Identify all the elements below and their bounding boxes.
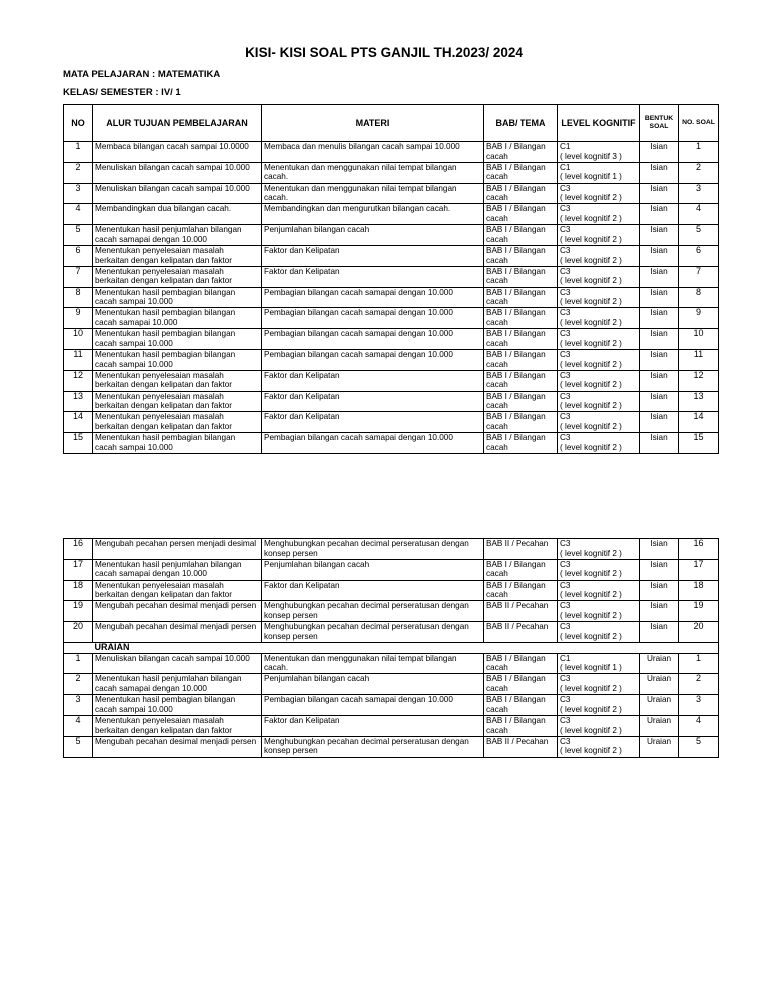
cell-level: C3 ( level kognitif 2 ) [558,715,640,736]
cell-materi: Menentukan dan menggunakan nilai tempat bilangan cacah. [262,653,484,674]
header-bentuk: BENTUK SOAL [640,105,679,142]
cell-level: C3 ( level kognitif 2 ) [558,225,640,246]
cell-level: C1 ( level kognitif 3 ) [558,142,640,163]
cell-bentuk: Isian [640,433,679,454]
cell-alur: Menentukan penyelesaian masalah berkaitan dengan kelipatan dan faktor [93,412,262,433]
cell-no-soal: 20 [679,622,719,643]
cell-materi: Penjumlahan bilangan cacah [262,674,484,695]
cell-bentuk: Uraian [640,674,679,695]
cell-bentuk: Uraian [640,653,679,674]
cell-bentuk: Isian [640,559,679,580]
kisi-table-page-2 [63,538,719,758]
section-row-uraian [64,642,719,653]
cell-bab: BAB I / Bilangan cacah [484,370,558,391]
cell-bentuk: Isian [640,412,679,433]
table-row [64,736,719,757]
cell-materi: Pembagian bilangan cacah samapai dengan 10.000 [262,349,484,370]
cell-bentuk: Isian [640,370,679,391]
cell-alur: Menentukan hasil penjumlahan bilangan cacah samapai dengan 10.000 [93,559,262,580]
cell-alur: Menentukan penyelesaian masalah berkaitan dengan kelipatan dan faktor [93,715,262,736]
cell-no-soal: 10 [679,329,719,350]
table-row [64,162,719,183]
cell-no-soal: 1 [679,653,719,674]
cell-no: 6 [64,245,93,266]
cell-no-soal: 15 [679,433,719,454]
table-row [64,433,719,454]
cell-alur: Mengubah pecahan desimal menjadi persen [93,736,262,757]
cell-level: C1 ( level kognitif 1 ) [558,653,640,674]
cell-bab: BAB I / Bilangan cacah [484,204,558,225]
cell-no: 15 [64,433,93,454]
cell-bentuk: Isian [640,225,679,246]
cell-bab: BAB I / Bilangan cacah [484,391,558,412]
cell-level: C3 ( level kognitif 2 ) [558,329,640,350]
table-row [64,622,719,643]
cell-bab: BAB I / Bilangan cacah [484,142,558,163]
cell-no-soal: 3 [679,695,719,716]
cell-materi: Faktor dan Kelipatan [262,391,484,412]
cell-level: C3 ( level kognitif 2 ) [558,412,640,433]
cell-alur: Membandingkan dua bilangan cacah. [93,204,262,225]
cell-level: C3 ( level kognitif 2 ) [558,370,640,391]
table-row [64,412,719,433]
cell-materi: Menghubungkan pecahan decimal perseratusan dengan konsep persen [262,539,484,560]
cell-no: 18 [64,580,93,601]
table-row [64,287,719,308]
cell-level: C3 ( level kognitif 2 ) [558,245,640,266]
cell-no-soal: 4 [679,715,719,736]
cell-bentuk: Isian [640,580,679,601]
cell-alur: Menentukan penyelesaian masalah berkaitan dengan kelipatan dan faktor [93,245,262,266]
table-row [64,653,719,674]
table-row [64,308,719,329]
cell-materi: Faktor dan Kelipatan [262,266,484,287]
cell-no: 13 [64,391,93,412]
cell-no-soal: 9 [679,308,719,329]
cell-no: 10 [64,329,93,350]
cell-materi: Faktor dan Kelipatan [262,715,484,736]
cell-materi: Pembagian bilangan cacah samapai dengan 10.000 [262,287,484,308]
cell-alur: Menentukan hasil pembagian bilangan cacah samapai 10.000 [93,308,262,329]
mata-pelajaran: MATA PELAJARAN : MATEMATIKA [63,69,221,80]
cell-no-soal: 4 [679,204,719,225]
cell-bab: BAB II / Pecahan [484,736,558,757]
cell-level: C3 ( level kognitif 2 ) [558,601,640,622]
cell-level: C3 ( level kognitif 2 ) [558,308,640,329]
cell-bentuk: Uraian [640,736,679,757]
cell-no: 20 [64,622,93,643]
cell-bab: BAB I / Bilangan cacah [484,287,558,308]
cell-bab: BAB II / Pecahan [484,601,558,622]
table-row [64,225,719,246]
cell-no: 9 [64,308,93,329]
cell-no: 4 [64,204,93,225]
cell-bab: BAB I / Bilangan cacah [484,329,558,350]
cell-bab: BAB I / Bilangan cacah [484,695,558,716]
table-row [64,183,719,204]
cell-materi: Pembagian bilangan cacah samapai dengan 10.000 [262,433,484,454]
cell-bentuk: Isian [640,349,679,370]
table-row [64,674,719,695]
table-row [64,266,719,287]
cell-bab: BAB I / Bilangan cacah [484,580,558,601]
cell-level: C3 ( level kognitif 2 ) [558,204,640,225]
cell-materi: Penjumlahan bilangan cacah [262,559,484,580]
table-row [64,142,719,163]
table-row [64,559,719,580]
table-body-page-1 [64,142,719,454]
cell-no: 1 [64,653,93,674]
cell-bab: BAB I / Bilangan cacah [484,715,558,736]
cell-bentuk: Isian [640,287,679,308]
cell-no-soal: 17 [679,559,719,580]
cell-no: 14 [64,412,93,433]
cell-materi: Membaca dan menulis bilangan cacah sampai 10.000 [262,142,484,163]
cell-alur: Mengubah pecahan persen menjadi desimal [93,539,262,560]
cell-no-soal: 8 [679,287,719,308]
cell-materi: Faktor dan Kelipatan [262,580,484,601]
header-no: NO [64,105,93,142]
cell-level: C3 ( level kognitif 2 ) [558,674,640,695]
cell-bentuk: Uraian [640,695,679,716]
table-row [64,715,719,736]
cell-materi: Menentukan dan menggunakan nilai tempat bilangan cacah. [262,162,484,183]
table-row [64,349,719,370]
cell-no-soal: 18 [679,580,719,601]
table-row [64,204,719,225]
cell-alur: Menentukan hasil pembagian bilangan cacah sampai 10.000 [93,329,262,350]
cell-bab: BAB II / Pecahan [484,539,558,560]
cell-level: C3 ( level kognitif 2 ) [558,349,640,370]
kelas-semester: KELAS/ SEMESTER : IV/ 1 [63,87,181,98]
table-row [64,329,719,350]
header-no-soal: NO. SOAL [679,105,719,142]
cell-materi: Pembagian bilangan cacah samapai dengan 10.000 [262,695,484,716]
cell-bentuk: Isian [640,162,679,183]
table-body-uraian [64,653,719,757]
table-row [64,245,719,266]
cell-no: 17 [64,559,93,580]
cell-level: C3 ( level kognitif 2 ) [558,559,640,580]
cell-alur: Mengubah pecahan desimal menjadi persen [93,622,262,643]
table-body-page-2 [64,539,719,643]
cell-no: 11 [64,349,93,370]
cell-no: 19 [64,601,93,622]
cell-materi: Menghubungkan pecahan decimal perseratusan dengan konsep persen [262,601,484,622]
kisi-table-page-1 [63,104,719,454]
cell-alur: Menentukan penyelesaian masalah berkaitan dengan kelipatan dan faktor [93,391,262,412]
cell-bab: BAB I / Bilangan cacah [484,162,558,183]
cell-materi: Penjumlahan bilangan cacah [262,225,484,246]
cell-alur: Menentukan penyelesaian masalah berkaitan dengan kelipatan dan faktor [93,580,262,601]
cell-bab: BAB I / Bilangan cacah [484,266,558,287]
cell-bab: BAB I / Bilangan cacah [484,412,558,433]
cell-no: 2 [64,674,93,695]
table-row [64,580,719,601]
cell-bab: BAB II / Pecahan [484,622,558,643]
header-bab: BAB/ TEMA [484,105,558,142]
cell-alur: Menuliskan bilangan cacah sampai 10.000 [93,162,262,183]
cell-materi: Membandingkan dan mengurutkan bilangan cacah. [262,204,484,225]
cell-bentuk: Isian [640,266,679,287]
header-materi: MATERI [262,105,484,142]
cell-materi: Faktor dan Kelipatan [262,245,484,266]
cell-bentuk: Isian [640,142,679,163]
cell-no-soal: 19 [679,601,719,622]
cell-bab: BAB I / Bilangan cacah [484,349,558,370]
cell-no-soal: 1 [679,142,719,163]
cell-alur: Menentukan hasil penjumlahan bilangan cacah samapai dengan 10.000 [93,674,262,695]
cell-alur: Menentukan penyelesaian masalah berkaitan dengan kelipatan dan faktor [93,266,262,287]
cell-bentuk: Isian [640,391,679,412]
cell-materi: Pembagian bilangan cacah samapai dengan 10.000 [262,308,484,329]
cell-level: C3 ( level kognitif 2 ) [558,183,640,204]
cell-no: 5 [64,225,93,246]
cell-bentuk: Uraian [640,715,679,736]
cell-bab: BAB I / Bilangan cacah [484,559,558,580]
cell-level: C3 ( level kognitif 2 ) [558,539,640,560]
cell-no-soal: 6 [679,245,719,266]
cell-level: C3 ( level kognitif 2 ) [558,266,640,287]
cell-level: C3 ( level kognitif 2 ) [558,622,640,643]
cell-no: 3 [64,695,93,716]
cell-no: 16 [64,539,93,560]
header-alur: ALUR TUJUAN PEMBELAJARAN [93,105,262,142]
cell-alur: Menuliskan bilangan cacah sampai 10.000 [93,183,262,204]
table-row [64,601,719,622]
cell-level: C3 ( level kognitif 2 ) [558,433,640,454]
cell-bab: BAB I / Bilangan cacah [484,674,558,695]
cell-bentuk: Isian [640,622,679,643]
cell-alur: Menentukan hasil pembagian bilangan cacah sampai 10.000 [93,433,262,454]
table-row [64,539,719,560]
cell-no-soal: 5 [679,225,719,246]
cell-materi: Faktor dan Kelipatan [262,370,484,391]
cell-bab: BAB I / Bilangan cacah [484,433,558,454]
cell-alur: Membaca bilangan cacah sampai 10.0000 [93,142,262,163]
cell-no-soal: 13 [679,391,719,412]
cell-alur: Menentukan hasil pembagian bilangan cacah sampai 10.000 [93,287,262,308]
cell-no-soal: 2 [679,674,719,695]
cell-no-soal: 11 [679,349,719,370]
cell-bentuk: Isian [640,204,679,225]
cell-bab: BAB I / Bilangan cacah [484,308,558,329]
cell-bab: BAB I / Bilangan cacah [484,183,558,204]
cell-bentuk: Isian [640,539,679,560]
cell-materi: Menghubungkan pecahan decimal perseratusan dengan konsep persen [262,622,484,643]
cell-no: 7 [64,266,93,287]
cell-no-soal: 7 [679,266,719,287]
cell-bentuk: Isian [640,183,679,204]
cell-materi: Menghubungkan pecahan decimal perseratusan dengan konsep persen [262,736,484,757]
cell-alur: Mengubah pecahan desimal menjadi persen [93,601,262,622]
cell-no: 8 [64,287,93,308]
cell-materi: Menentukan dan menggunakan nilai tempat bilangan cacah. [262,183,484,204]
cell-no: 3 [64,183,93,204]
table-row [64,391,719,412]
cell-alur: Menentukan hasil pembagian bilangan cacah sampai 10.000 [93,349,262,370]
document-title: KISI- KISI SOAL PTS GANJIL TH.2023/ 2024 [245,45,523,60]
section-label-uraian: URAIAN [93,642,719,653]
cell-alur: Menuliskan bilangan cacah sampai 10.000 [93,653,262,674]
cell-no: 4 [64,715,93,736]
cell-materi: Pembagian bilangan cacah samapai dengan 10.000 [262,329,484,350]
cell-materi: Faktor dan Kelipatan [262,412,484,433]
cell-no-soal: 16 [679,539,719,560]
cell-level: C1 ( level kognitif 1 ) [558,162,640,183]
cell-no-soal: 14 [679,412,719,433]
table-row [64,695,719,716]
cell-bentuk: Isian [640,308,679,329]
cell-no-soal: 2 [679,162,719,183]
cell-level: C3 ( level kognitif 2 ) [558,391,640,412]
cell-bentuk: Isian [640,601,679,622]
cell-no-soal: 3 [679,183,719,204]
cell-no-soal: 12 [679,370,719,391]
cell-no: 2 [64,162,93,183]
cell-bab: BAB I / Bilangan cacah [484,653,558,674]
cell-alur: Menentukan hasil penjumlahan bilangan cacah samapai dengan 10.000 [93,225,262,246]
cell-no: 12 [64,370,93,391]
table-row [64,370,719,391]
cell-bab: BAB I / Bilangan cacah [484,245,558,266]
cell-level: C3 ( level kognitif 2 ) [558,736,640,757]
cell-level: C3 ( level kognitif 2 ) [558,695,640,716]
cell-level: C3 ( level kognitif 2 ) [558,287,640,308]
cell-bentuk: Isian [640,329,679,350]
cell-level: C3 ( level kognitif 2 ) [558,580,640,601]
cell-no: 1 [64,142,93,163]
cell-no: 5 [64,736,93,757]
cell-alur: Menentukan hasil pembagian bilangan cacah sampai 10.000 [93,695,262,716]
cell-alur: Menentukan penyelesaian masalah berkaitan dengan kelipatan dan faktor [93,370,262,391]
cell-no-soal: 5 [679,736,719,757]
cell-bab: BAB I / Bilangan cacah [484,225,558,246]
header-level: LEVEL KOGNITIF [558,105,640,142]
table-header-row [64,105,719,142]
cell-bentuk: Isian [640,245,679,266]
